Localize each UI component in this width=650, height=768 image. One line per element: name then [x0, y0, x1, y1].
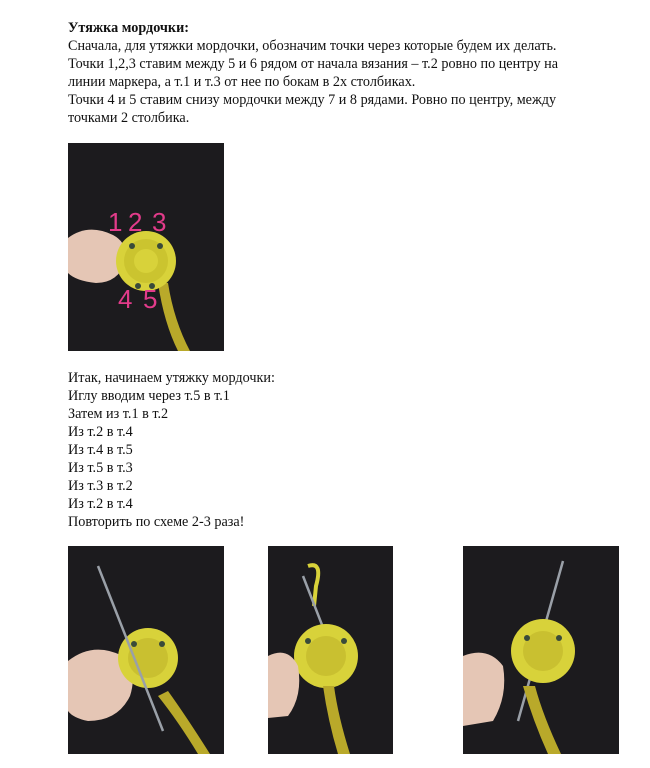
intro-line: точками 2 столбика. [68, 110, 190, 126]
photo-needle-step-3-illustration [463, 546, 619, 754]
point-label-2: 2 [128, 207, 143, 237]
photo-marked-points [68, 143, 224, 351]
point-label-3: 3 [152, 207, 167, 237]
steps-line: Повторить по схеме 2-3 раза! [68, 514, 245, 530]
photo-needle-step-3 [463, 546, 619, 754]
intro-line: Сначала, для утяжки мордочки, обозначим точки через которые будем их делать. [68, 38, 557, 54]
steps-line: Из т.2 в т.4 [68, 424, 133, 440]
photo-marked-points-illustration [68, 143, 224, 351]
steps-line: Из т.2 в т.4 [68, 496, 133, 512]
point-label-5: 5 [143, 284, 158, 314]
steps-line: Затем из т.1 в т.2 [68, 406, 169, 422]
photo-needle-step-2-illustration [268, 546, 393, 754]
photo-needle-step-1-illustration [68, 546, 224, 754]
photo-needle-step-2 [268, 546, 393, 754]
steps-line: Иглу вводим через т.5 в т.1 [68, 388, 230, 404]
point-label-4: 4 [118, 284, 133, 314]
steps-line: Из т.3 в т.2 [68, 478, 133, 494]
intro-line: линии маркера, а т.1 и т.3 от нее по бокам в 2х столбиках. [68, 74, 416, 90]
steps-line: Из т.4 в т.5 [68, 442, 133, 458]
intro-line: Точки 1,2,3 ставим между 5 и 6 рядом от начала вязания – т.2 ровно по центру на [68, 56, 558, 72]
section-title: Утяжка мордочки: [68, 20, 190, 36]
intro-line: Точки 4 и 5 ставим снизу мордочки между 7 и 8 рядами. Ровно по центру, между [68, 92, 557, 108]
steps-line: Итак, начинаем утяжку мордочки: [68, 370, 275, 386]
point-label-1: 1 [108, 207, 123, 237]
steps-line: Из т.5 в т.3 [68, 460, 133, 476]
photo-needle-step-1 [68, 546, 224, 754]
